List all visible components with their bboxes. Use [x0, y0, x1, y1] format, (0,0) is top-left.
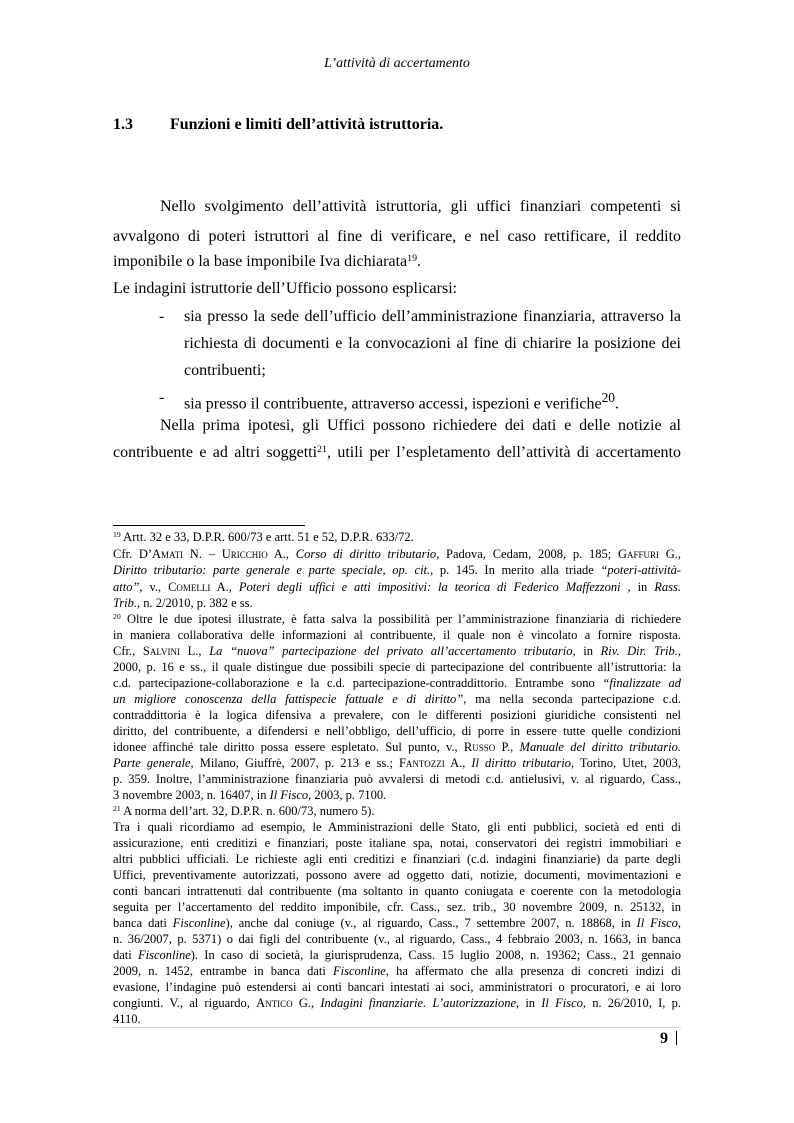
- footnote-text: in: [519, 996, 542, 1010]
- bullet-line: [184, 388, 681, 414]
- footnote-21-line: n. 36/2007, p. 5371) o dai figli del contribuente (v., al riguardo, Cass., 4 febbraio 2003, n. 1663, in banca: [113, 932, 681, 946]
- footnote-text: A norma dell’art. 32, D.P.R. n. 600/73, numero 5).: [120, 804, 375, 818]
- footnote-text: Milano, Giuffrè, 2007, p. 213 e ss.;: [193, 756, 399, 770]
- author-name: Uricchio: [221, 547, 268, 561]
- footnote-19-line: [113, 547, 681, 562]
- footnote-text: c.d. partecipazione-collaborazione e la c.d. partecipazione-contraddittorio. Entrambe sono: [113, 676, 603, 690]
- footnote-text: G.,: [292, 996, 321, 1010]
- footnote-text: , v.,: [139, 580, 169, 594]
- footnote-20-line: [113, 692, 681, 707]
- paragraph-text: .: [417, 253, 422, 270]
- book-title: Manuale del diritto tributario.: [519, 740, 681, 754]
- bullet-line: contribuenti;: [184, 362, 266, 379]
- footnote-20-line: [113, 740, 681, 755]
- footnote-number-19: 19: [113, 529, 121, 539]
- author-name: Gaffuri: [617, 547, 659, 561]
- footnote-text: n. 2/2010, p. 382 e ss.: [140, 596, 253, 610]
- bullet-line: sia presso la sede dell’ufficio dell’amministrazione finanziaria, attraverso la: [184, 308, 681, 325]
- footnote-text: Cfr. D’: [113, 547, 153, 561]
- database-name: Fisconline: [333, 964, 386, 978]
- author-name: Salvini: [142, 644, 181, 658]
- book-title: Poteri degli uffici e atti impositivi: la teorica di Federico Maffezzoni ,: [238, 580, 631, 594]
- footnote-text: , 2003, p. 7100.: [308, 788, 387, 802]
- footnote-text: Oltre le due ipotesi illustrate, è fatta salva la possibilità per l’amministrazione finanziaria di richiedere: [120, 612, 681, 626]
- footnote-text: congiunti. V., al riguardo,: [113, 996, 257, 1010]
- journal-title: Rass.: [654, 580, 681, 594]
- page-number-bar: [676, 1031, 677, 1045]
- section-number: 1.3: [113, 116, 133, 133]
- footnote-19-line: [113, 563, 681, 578]
- footnote-21-line: [113, 916, 681, 931]
- footnote-text: , ha affermato che alla presenza di concreti indizi di: [385, 964, 681, 978]
- paragraph-line: avvalgono di poteri istruttori al fine di verificare, e nel caso rettificare, il reddito: [113, 228, 681, 245]
- book-title: Indagini finanziarie. L’autorizzazione,: [320, 996, 520, 1010]
- paragraph-line: Nello svolgimento dell’attività istruttoria, gli uffici finanziari competenti si: [160, 198, 681, 215]
- footnote-text: ), anche dal coniuge (v., al riguardo, Cass., 7 settembre 2007, n. 18868, in: [225, 916, 637, 930]
- footnote-text: in: [575, 644, 601, 658]
- footnote-21-line: Uffici, preventivamente autorizzati, possono avere ad oggetto dati, notizie, documenti, movimentazioni e: [113, 868, 681, 882]
- footnote-text: in: [630, 580, 655, 594]
- database-name: Fisconline: [172, 916, 226, 930]
- footnote-20-line: [113, 788, 681, 803]
- paragraph-text: imponibile o la base imponibile Iva dichiarata: [113, 253, 408, 270]
- footnote-text: P.,: [495, 740, 520, 754]
- author-name: Amati: [152, 547, 184, 561]
- footnote-text: banca dati: [113, 916, 173, 930]
- author-name: Antico: [256, 996, 293, 1010]
- footnote-21-line: [113, 948, 681, 963]
- footnote-text: G.,: [658, 547, 682, 561]
- footnote-ref-20[interactable]: 20: [601, 390, 615, 405]
- journal-title: Riv. Dir. Trib.,: [600, 644, 681, 658]
- paragraph-text: , utili per l’espletamento dell’attività di accertamento: [326, 444, 681, 461]
- section-heading: [113, 116, 443, 134]
- footnote-text: A.,: [267, 547, 296, 561]
- section-title: Funzioni e limiti dell’attività istruttoria.: [170, 116, 444, 133]
- footnote-text: Artt. 32 e 33, D.P.R. 600/73 e artt. 51 e 52, D.P.R. 633/72.: [120, 530, 414, 544]
- book-title: Diritto tributario: parte generale e parte speciale, op. cit.: [113, 563, 431, 577]
- footnote-text: A.,: [210, 580, 239, 594]
- footnote-number-20: 20: [113, 611, 121, 621]
- footnote-20-line: [113, 676, 681, 691]
- footnote-21-line: conti bancari intrattenuti dal contribuente (ma soltanto in quanto coniugata e coerente con la metodologia: [113, 884, 681, 898]
- quote-text: atto”: [113, 580, 140, 594]
- author-name: Russo: [463, 740, 496, 754]
- footnote-text: , ma nella seconda partecipazione c.d.: [463, 692, 681, 706]
- paragraph-text: contribuente e ad altri soggetti: [113, 444, 318, 461]
- footnote-text: dati: [113, 948, 138, 962]
- author-name: Fantozzi: [398, 756, 445, 770]
- paragraph-line: Le indagini istruttorie dell’Ufficio possono esplicarsi:: [113, 280, 458, 297]
- running-header: L’attività di accertamento: [324, 56, 470, 71]
- book-title: Corso di diritto tributario: [295, 547, 437, 561]
- footnote-21-line: [113, 996, 681, 1011]
- footnote-20-line: 2000, p. 16 e ss., il quale distingue due possibili specie di partecipazione del contribuente all’istruttoria: la: [113, 660, 681, 674]
- journal-title: Trib.,: [113, 596, 141, 610]
- footnote-text: n. 26/2010, I, p.: [586, 996, 681, 1010]
- footnote-text: 2009, n. 1452, entrambe in banca dati: [113, 964, 334, 978]
- footnote-text: , Padova, Cedam, 2008, p. 185;: [436, 547, 618, 561]
- footnote-20-line: diritto, del contribuente, a difendersi e nell’obbligo, dell’ufficio, di porre in essere tutte quelle condizioni: [113, 724, 681, 738]
- footnote-20-line: [113, 644, 681, 659]
- footnote-text: N. –: [183, 547, 222, 561]
- footnote-20-line: contraddittoria è la logica difensiva a prevalere, con le differenti posizioni giuridiche consistenti nel: [113, 708, 681, 722]
- footnote-19-line: [113, 596, 681, 611]
- footnote-text: , p. 145. In merito alla triade: [430, 563, 601, 577]
- bullet-dash: -: [159, 389, 165, 406]
- footnote-21-line: seguita per l’accertamento del reddito imponibile, cfr. Cass., sez. trib., 30 novembre 2009, n. 25132, in: [113, 900, 681, 914]
- page-number: 9: [660, 1030, 668, 1047]
- footnote-20-line: [113, 756, 681, 771]
- footnote-19-line: [113, 530, 681, 545]
- book-title: Parte generale,: [113, 756, 194, 770]
- footnote-text: Cfr.,: [113, 644, 143, 658]
- paragraph-line: [113, 252, 681, 272]
- footnote-text: ). In caso di società, la giurisprudenza, Cass. 15 luglio 2008, n. 19362; Cass., 21 gennaio: [190, 948, 681, 962]
- footnote-separator: [113, 525, 305, 526]
- footnote-21-line: [113, 964, 681, 979]
- footnote-text: Torino, Utet, 2003,: [574, 756, 681, 770]
- footnote-20-line: p. 359. Inoltre, l’amministrazione finanziaria può avvalersi di metodi c.d. antielusivi, v. al riguardo, Cass.,: [113, 772, 681, 786]
- book-title: Il diritto tributario,: [471, 756, 575, 770]
- footnote-ref-19[interactable]: 19: [407, 252, 418, 264]
- footnote-number-21: 21: [113, 803, 121, 813]
- journal-title: Il Fisco,: [636, 916, 681, 930]
- footnote-21-line: [113, 804, 681, 819]
- footnote-text: L.,: [180, 644, 210, 658]
- footnote-text: A.,: [444, 756, 472, 770]
- journal-title: Il Fisco,: [541, 996, 587, 1010]
- footnote-21-line: evasione, l’indagine può estendersi ai conti bancari intestati ai soci, amministratori o procuratori, e ai loro: [113, 980, 681, 994]
- bullet-text: sia presso il contribuente, attraverso accessi, ispezioni e verifiche: [184, 395, 602, 413]
- quote-text: “finalizzate ad: [602, 676, 682, 690]
- footnote-text: idonee affinché tale diritto possa essere espletato. Sul punto, v.,: [113, 740, 464, 754]
- footnote-21-line: altri pubblici ufficiali. Le richieste agli enti creditizi e finanziari (c.d. indagini finanziarie) da parte degli: [113, 852, 681, 866]
- bullet-text: .: [614, 395, 619, 413]
- bullet-line: richiesta di documenti e la convocazioni al fine di chiarire la posizione dei: [184, 335, 681, 352]
- footnote-20-line: in maniera collaborativa delle informazioni al contribuente, il quale non è vincolato a fornire risposta.: [113, 628, 681, 642]
- footnote-19-line: [113, 580, 681, 595]
- footnote-21-line: 4110.: [113, 1012, 141, 1026]
- footnote-ref-21[interactable]: 21: [317, 443, 327, 455]
- quote-text: un migliore conoscenza della fattispecie fattuale e di diritto”: [113, 692, 464, 706]
- footnote-text: 3 novembre 2003, n. 16407, in: [113, 788, 270, 802]
- database-name: Fisconline: [138, 948, 191, 962]
- paragraph-line: Nella prima ipotesi, gli Uffici possono richiedere dei dati e delle notizie al: [160, 417, 681, 434]
- article-title: La “nuova” partecipazione del privato all’accertamento tributario,: [209, 644, 576, 658]
- bullet-dash: -: [159, 308, 165, 325]
- footer-rule: [113, 1027, 681, 1028]
- footnote-21-line: assicurazione, enti creditizi e finanziari, poste italiane spa, notai, conservatori dei registri immobiliari e: [113, 836, 681, 850]
- footnote-20-line: [113, 612, 681, 627]
- paragraph-line: [113, 443, 681, 463]
- footnote-21-line: Tra i quali ricordiamo ad esempio, le Amministrazioni delle Stato, gli enti pubblici, società ed enti di: [113, 820, 681, 834]
- journal-title: Il Fisco: [269, 788, 309, 802]
- quote-text: “poteri-attività-: [600, 563, 681, 577]
- author-name: Comelli: [168, 580, 211, 594]
